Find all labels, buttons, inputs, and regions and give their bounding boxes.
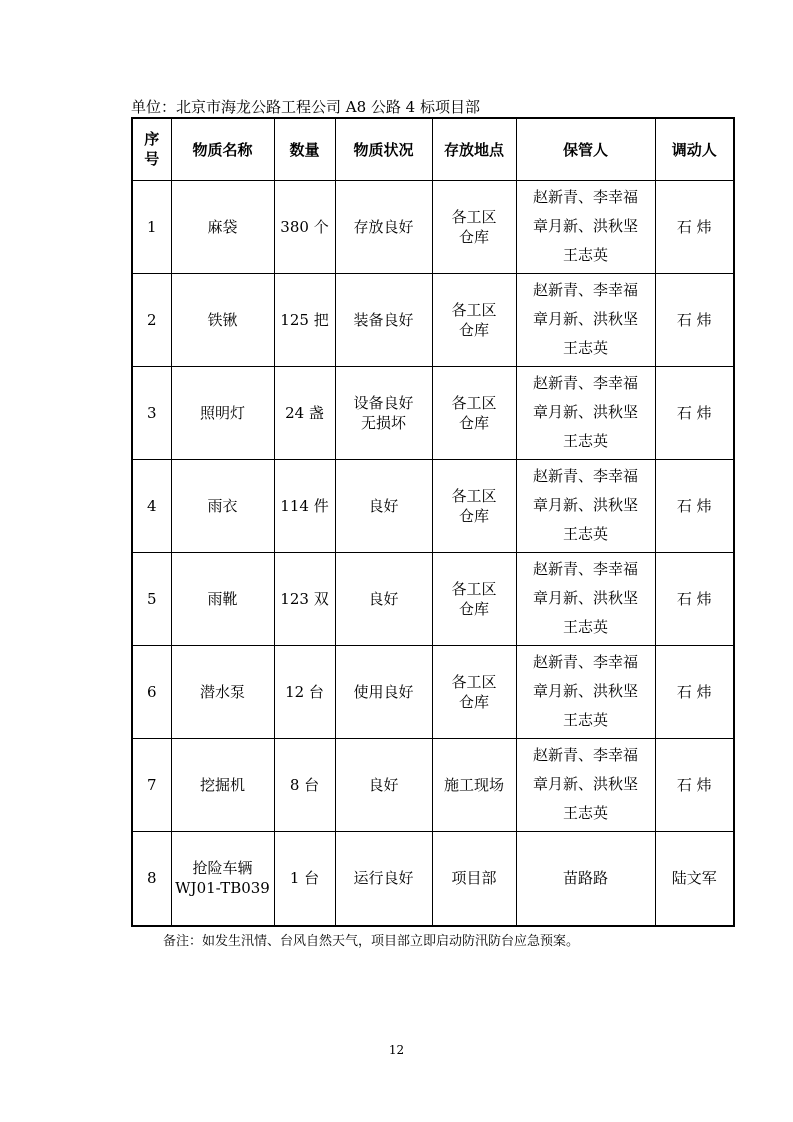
cell-dispatcher-text: 石 炜 xyxy=(676,310,712,329)
cell-no-text: 2 xyxy=(146,310,157,329)
cell-location xyxy=(432,366,516,459)
header-name: 物质名称 xyxy=(171,118,274,180)
cell-location-text: 各工区 仓库 xyxy=(451,579,497,618)
header-dispatcher: 调动人 xyxy=(655,118,734,180)
cell-dispatcher-text: 石 炜 xyxy=(676,682,712,701)
cell-dispatcher-text: 陆文军 xyxy=(671,869,717,888)
cell-qty-text: 114 件 xyxy=(280,496,329,515)
cell-dispatcher xyxy=(655,552,734,645)
cell-name xyxy=(171,459,274,552)
cell-name xyxy=(171,366,274,459)
cell-status-text: 运行良好 xyxy=(353,869,414,888)
cell-qty xyxy=(274,180,335,273)
cell-keeper xyxy=(516,831,655,926)
cell-name-text: 铁锹 xyxy=(207,310,238,329)
cell-status-text: 良好 xyxy=(368,775,399,794)
cell-qty-text: 1 台 xyxy=(289,869,320,888)
cell-no-text: 5 xyxy=(146,589,157,608)
cell-dispatcher xyxy=(655,366,734,459)
cell-location xyxy=(432,273,516,366)
cell-status-text: 设备良好 无损坏 xyxy=(353,393,414,432)
cell-dispatcher-text: 石 炜 xyxy=(676,775,712,794)
cell-no-text: 6 xyxy=(146,682,157,701)
cell-status xyxy=(335,180,432,273)
cell-qty xyxy=(274,366,335,459)
cell-keeper-text: 赵新青、李幸福 章月新、洪秋坚 王志英 xyxy=(532,374,638,450)
cell-no xyxy=(132,831,171,926)
cell-qty-text: 24 盏 xyxy=(285,403,324,422)
cell-dispatcher xyxy=(655,273,734,366)
cell-status xyxy=(335,459,432,552)
cell-keeper xyxy=(516,552,655,645)
cell-qty-text: 123 双 xyxy=(280,589,329,608)
header-no: 序 号 xyxy=(132,118,171,180)
cell-keeper xyxy=(516,273,655,366)
header-status: 物质状况 xyxy=(335,118,432,180)
cell-name-text: 照明灯 xyxy=(199,403,245,422)
cell-dispatcher xyxy=(655,180,734,273)
cell-keeper-text: 赵新青、李幸福 章月新、洪秋坚 王志英 xyxy=(532,281,638,357)
table-row xyxy=(132,738,734,831)
cell-qty xyxy=(274,459,335,552)
cell-status xyxy=(335,552,432,645)
cell-keeper xyxy=(516,366,655,459)
table-row xyxy=(132,552,734,645)
table-header-row xyxy=(132,118,734,180)
cell-no-text: 1 xyxy=(146,217,157,236)
cell-location xyxy=(432,180,516,273)
table-row xyxy=(132,831,734,926)
cell-location-text: 施工现场 xyxy=(443,775,504,794)
cell-no-text: 4 xyxy=(146,496,157,515)
cell-keeper-text: 赵新青、李幸福 章月新、洪秋坚 王志英 xyxy=(532,560,638,636)
cell-status xyxy=(335,831,432,926)
footnote: 备注：如发生汛情、台风自然天气，项目部立即启动防汛防台应急预案。 xyxy=(163,934,580,949)
cell-qty-text: 125 把 xyxy=(280,310,329,329)
page-number: 12 xyxy=(388,1043,405,1057)
header-keeper: 保管人 xyxy=(516,118,655,180)
header-qty: 数量 xyxy=(274,118,335,180)
cell-status-text: 装备良好 xyxy=(353,310,414,329)
cell-name-text: 雨衣 xyxy=(207,496,238,515)
cell-dispatcher xyxy=(655,645,734,738)
cell-name-text: 雨靴 xyxy=(207,589,238,608)
cell-dispatcher-text: 石 炜 xyxy=(676,217,712,236)
cell-name-text: 抢险车辆 WJ01-TB039 xyxy=(175,859,270,898)
cell-qty xyxy=(274,831,335,926)
table-row xyxy=(132,459,734,552)
cell-status-text: 良好 xyxy=(368,496,399,515)
cell-no xyxy=(132,738,171,831)
cell-location xyxy=(432,645,516,738)
cell-qty-text: 8 台 xyxy=(289,775,320,794)
cell-location xyxy=(432,552,516,645)
cell-keeper-text: 赵新青、李幸福 章月新、洪秋坚 王志英 xyxy=(532,746,638,822)
cell-dispatcher xyxy=(655,831,734,926)
cell-name xyxy=(171,180,274,273)
cell-keeper xyxy=(516,645,655,738)
cell-location-text: 各工区 仓库 xyxy=(451,300,497,339)
cell-name xyxy=(171,738,274,831)
materials-table xyxy=(131,117,735,927)
cell-dispatcher xyxy=(655,459,734,552)
cell-no-text: 7 xyxy=(146,775,157,794)
cell-status-text: 良好 xyxy=(368,589,399,608)
unit-line: 单位：北京市海龙公路工程公司 A8 公路 4 标项目部 xyxy=(131,98,480,116)
cell-dispatcher-text: 石 炜 xyxy=(676,589,712,608)
cell-location-text: 项目部 xyxy=(451,869,497,888)
cell-status-text: 存放良好 xyxy=(353,217,414,236)
cell-location-text: 各工区 仓库 xyxy=(451,672,497,711)
cell-name xyxy=(171,645,274,738)
cell-name-text: 麻袋 xyxy=(207,217,238,236)
cell-status xyxy=(335,273,432,366)
cell-keeper-text: 赵新青、李幸福 章月新、洪秋坚 王志英 xyxy=(532,188,638,264)
cell-keeper xyxy=(516,180,655,273)
cell-keeper xyxy=(516,738,655,831)
cell-keeper-text: 赵新青、李幸福 章月新、洪秋坚 王志英 xyxy=(532,467,638,543)
cell-name-text: 挖掘机 xyxy=(199,775,245,794)
cell-qty xyxy=(274,273,335,366)
table-row xyxy=(132,180,734,273)
cell-name xyxy=(171,552,274,645)
cell-no xyxy=(132,273,171,366)
cell-qty-text: 380 个 xyxy=(280,217,329,236)
cell-dispatcher xyxy=(655,738,734,831)
cell-location xyxy=(432,738,516,831)
cell-keeper-text: 赵新青、李幸福 章月新、洪秋坚 王志英 xyxy=(532,653,638,729)
table-row xyxy=(132,273,734,366)
cell-location-text: 各工区 仓库 xyxy=(451,393,497,432)
table-row xyxy=(132,366,734,459)
cell-no xyxy=(132,552,171,645)
header-location: 存放地点 xyxy=(432,118,516,180)
cell-location xyxy=(432,831,516,926)
cell-no-text: 3 xyxy=(146,403,157,422)
cell-status xyxy=(335,738,432,831)
cell-keeper-text: 苗路路 xyxy=(562,868,608,887)
cell-no xyxy=(132,366,171,459)
cell-location-text: 各工区 仓库 xyxy=(451,486,497,525)
cell-no xyxy=(132,645,171,738)
cell-name xyxy=(171,273,274,366)
cell-qty xyxy=(274,738,335,831)
cell-location-text: 各工区 仓库 xyxy=(451,207,497,246)
cell-location xyxy=(432,459,516,552)
cell-status xyxy=(335,645,432,738)
cell-no xyxy=(132,459,171,552)
cell-dispatcher-text: 石 炜 xyxy=(676,403,712,422)
cell-status-text: 使用良好 xyxy=(353,682,414,701)
cell-no xyxy=(132,180,171,273)
cell-keeper xyxy=(516,459,655,552)
cell-dispatcher-text: 石 炜 xyxy=(676,496,712,515)
cell-no-text: 8 xyxy=(146,869,157,888)
cell-qty-text: 12 台 xyxy=(285,682,324,701)
cell-name xyxy=(171,831,274,926)
cell-qty xyxy=(274,645,335,738)
cell-name-text: 潜水泵 xyxy=(199,682,245,701)
table-row xyxy=(132,645,734,738)
cell-status xyxy=(335,366,432,459)
cell-qty xyxy=(274,552,335,645)
